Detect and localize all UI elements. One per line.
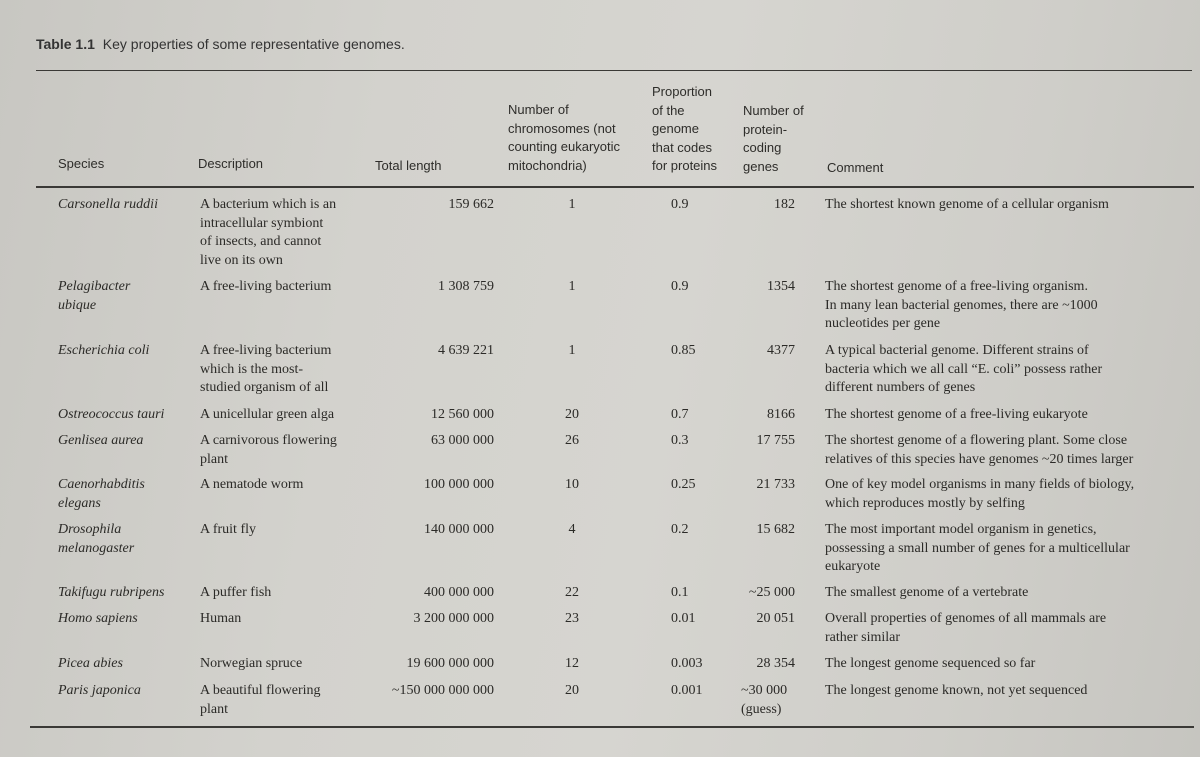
cell-total-length: 100 000 000 [424,477,494,492]
cell-genes: 28 354 [756,656,795,671]
cell-comment: The shortest genome of a free-living organism. In many lean bacterial genomes, there are ~1000 nucleotides per gene [825,279,1098,331]
cell-description: A free-living bacterium which is the most- studied organism of all [200,343,332,395]
cell-genes: 4377 [767,343,795,358]
cell-genes: 1354 [767,279,795,294]
cell-comment: Overall properties of genomes of all mammals are rather similar [825,611,1107,645]
cell-total-length: 63 000 000 [431,433,494,448]
cell-proportion: 0.1 [671,585,689,600]
top-rule [36,70,1192,71]
cell-genes: ~30 000 (guess) [741,683,788,717]
cell-proportion: 0.9 [671,279,689,294]
cell-species: Carsonella ruddii [58,197,158,212]
cell-total-length: 1 308 759 [438,279,494,294]
cell-species: Drosophila melanogaster [58,522,135,556]
cell-comment: The longest genome known, not yet sequenced [825,683,1088,698]
header-comment: Comment [827,160,884,175]
cell-comment: One of key model organisms in many fields of biology, which reproduces mostly by selfing [825,477,1135,511]
cell-chromosomes: 26 [565,433,579,448]
header-rule [36,186,1194,188]
cell-species: Paris japonica [58,683,141,698]
cell-proportion: 0.01 [671,611,696,626]
cell-species: Genlisea aurea [58,433,144,448]
cell-comment: The longest genome sequenced so far [825,656,1036,671]
cell-proportion: 0.001 [671,683,703,698]
cell-chromosomes: 1 [568,343,576,358]
cell-genes: 8166 [767,407,795,422]
table-title: Key properties of some representative genomes. [102,36,405,52]
cell-proportion: 0.2 [671,522,689,537]
cell-species: Homo sapiens [58,611,138,626]
cell-species: Caenorhabditis elegans [58,477,145,511]
cell-description: Human [200,611,242,626]
cell-species: Takifugu rubripens [58,585,165,600]
header-genes: Number of protein- coding genes [743,103,804,174]
cell-chromosomes: 4 [568,522,576,537]
cell-description: A beautiful flowering plant [200,683,321,717]
cell-chromosomes: 22 [565,585,579,600]
cell-total-length: 12 560 000 [431,407,494,422]
cell-chromosomes: 1 [568,197,576,212]
cell-comment: The shortest genome of a free-living eukaryote [825,407,1088,422]
cell-species: Ostreococcus tauri [58,407,165,422]
cell-description: A bacterium which is an intracellular symbiont of insects, and cannot live on its own [200,197,337,268]
cell-comment: The shortest known genome of a cellular organism [825,197,1109,212]
cell-description: Norwegian spruce [200,656,303,671]
cell-chromosomes: 20 [565,683,579,698]
header-proportion: Proportion of the genome that codes for proteins [652,84,718,173]
cell-comment: The most important model organism in genetics, possessing a small number of genes for a multicellular eukaryote [825,522,1130,574]
cell-chromosomes: 12 [565,656,579,671]
cell-total-length: 19 600 000 000 [406,656,494,671]
table-label: Table 1.1 [36,36,95,52]
cell-total-length: ~150 000 000 000 [391,683,494,698]
cell-proportion: 0.25 [671,477,696,492]
cell-chromosomes: 23 [565,611,579,626]
cell-total-length: 3 200 000 000 [413,611,494,626]
header-species: Species [58,156,105,171]
cell-proportion: 0.7 [671,407,689,422]
cell-species: Picea abies [58,656,123,671]
cell-total-length: 4 639 221 [438,343,494,358]
cell-genes: 182 [774,197,795,212]
header-chromosomes: Number of chromosomes (not counting eukaryotic mitochondria) [508,102,621,173]
cell-description: A unicellular green alga [200,407,335,422]
cell-genes: ~25 000 [748,585,795,600]
table-caption [36,36,405,52]
cell-comment: A typical bacterial genome. Different strains of bacteria which we all call “E. coli” possess rather different numbers of genes [825,343,1103,395]
cell-species: Pelagibacter ubique [58,279,131,313]
cell-genes: 15 682 [756,522,795,537]
cell-genes: 20 051 [756,611,795,626]
cell-comment: The shortest genome of a flowering plant. Some close relatives of this species have genomes ~20 times larger [825,433,1134,467]
cell-genes: 17 755 [756,433,795,448]
cell-proportion: 0.85 [671,343,696,358]
cell-total-length: 140 000 000 [424,522,494,537]
cell-proportion: 0.003 [671,656,703,671]
cell-species: Escherichia coli [58,343,150,358]
cell-chromosomes: 10 [565,477,579,492]
cell-description: A nematode worm [200,477,304,492]
cell-genes: 21 733 [756,477,795,492]
cell-chromosomes: 20 [565,407,579,422]
cell-proportion: 0.3 [671,433,689,448]
cell-chromosomes: 1 [568,279,576,294]
header-description: Description [198,156,264,171]
cell-total-length: 400 000 000 [424,585,494,600]
header-total-length: Total length [375,158,442,173]
cell-proportion: 0.9 [671,197,689,212]
cell-total-length: 159 662 [448,197,494,212]
cell-description: A fruit fly [200,522,256,537]
cell-description: A puffer fish [200,585,272,600]
bottom-rule [30,726,1194,728]
cell-description: A carnivorous flowering plant [200,433,337,467]
cell-comment: The smallest genome of a vertebrate [825,585,1029,600]
cell-description: A free-living bacterium [200,279,332,294]
